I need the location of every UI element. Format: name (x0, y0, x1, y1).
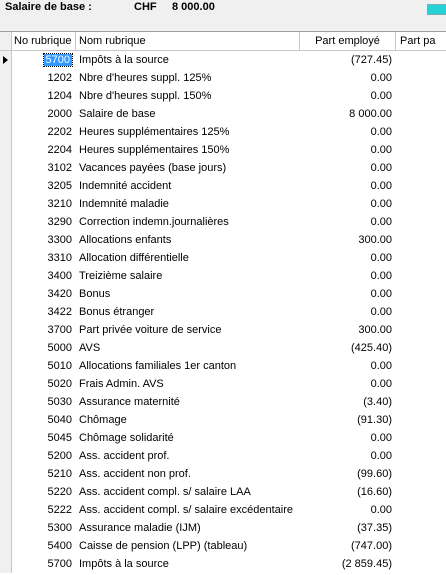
cell-no-rubrique-text: 3700 (47, 324, 72, 336)
column-header-no-rubrique[interactable]: No rubrique (12, 32, 76, 50)
table-row[interactable] (0, 447, 446, 465)
cell-no-rubrique-text: 3102 (47, 162, 72, 174)
cell-no-rubrique[interactable] (12, 537, 76, 555)
cell-no-rubrique[interactable] (12, 465, 76, 483)
color-indicator[interactable] (427, 4, 446, 15)
cell-part-patronale[interactable] (396, 411, 446, 429)
cell-no-rubrique[interactable] (12, 141, 76, 159)
row-indicator[interactable] (0, 105, 12, 123)
cell-part-patronale[interactable] (396, 87, 446, 105)
table-row[interactable] (0, 321, 446, 339)
row-indicator[interactable] (0, 465, 12, 483)
cell-nom-rubrique[interactable]: Heures supplémentaires 125% (79, 126, 230, 138)
row-indicator[interactable] (0, 51, 12, 69)
cell-no-rubrique[interactable] (12, 249, 76, 267)
cell-part-employe[interactable]: 0.00 (370, 252, 392, 264)
cell-no-rubrique-text: 5000 (47, 342, 72, 354)
cell-no-rubrique-text: 5222 (47, 504, 72, 516)
cell-no-rubrique[interactable] (12, 267, 76, 285)
cell-no-rubrique[interactable] (12, 213, 76, 231)
grid-rows (0, 51, 446, 573)
cell-nom-rubrique[interactable]: Allocations familiales 1er canton (79, 360, 237, 372)
cell-no-rubrique[interactable] (12, 123, 76, 141)
cell-nom-rubrique[interactable]: Indemnité maladie (79, 198, 169, 210)
table-row[interactable] (0, 501, 446, 519)
row-indicator[interactable] (0, 213, 12, 231)
table-row[interactable] (0, 123, 446, 141)
cell-no-rubrique[interactable] (12, 447, 76, 465)
cell-nom-rubrique[interactable]: Impôts à la source (79, 54, 169, 66)
row-indicator[interactable] (0, 249, 12, 267)
table-row[interactable] (0, 375, 446, 393)
row-indicator[interactable] (0, 321, 12, 339)
row-indicator[interactable] (0, 195, 12, 213)
cell-nom-rubrique[interactable]: Part privée voiture de service (79, 324, 222, 336)
row-indicator[interactable] (0, 357, 12, 375)
cell-no-rubrique[interactable] (12, 393, 76, 411)
cell-no-rubrique-text: 3205 (47, 180, 72, 192)
cell-no-rubrique-text: 3310 (47, 252, 72, 264)
table-row[interactable] (0, 483, 446, 501)
cell-part-patronale[interactable] (396, 483, 446, 501)
cell-nom-rubrique[interactable]: Frais Admin. AVS (79, 378, 164, 390)
cell-nom-rubrique[interactable]: Bonus étranger (79, 306, 155, 318)
row-indicator-header (0, 32, 12, 50)
table-row[interactable] (0, 537, 446, 555)
cell-no-rubrique[interactable] (12, 159, 76, 177)
table-row[interactable] (0, 411, 446, 429)
cell-part-employe[interactable]: (425.40) (351, 342, 392, 354)
cell-no-rubrique[interactable] (12, 519, 76, 537)
table-row[interactable] (0, 285, 446, 303)
cell-part-patronale[interactable] (396, 321, 446, 339)
cell-no-rubrique-text: 1204 (47, 90, 72, 102)
row-indicator[interactable] (0, 501, 12, 519)
row-indicator[interactable] (0, 123, 12, 141)
table-row[interactable] (0, 195, 446, 213)
cell-part-patronale[interactable] (396, 519, 446, 537)
cell-no-rubrique-text: 2202 (47, 126, 72, 138)
cell-part-employe[interactable]: 300.00 (358, 234, 392, 246)
row-indicator[interactable] (0, 69, 12, 87)
row-indicator[interactable] (0, 483, 12, 501)
cell-part-employe[interactable]: 0.00 (370, 90, 392, 102)
cell-part-patronale[interactable] (396, 195, 446, 213)
cell-part-employe[interactable]: 0.00 (370, 216, 392, 228)
cell-part-employe[interactable]: 8 000.00 (349, 108, 392, 120)
cell-part-patronale[interactable] (396, 267, 446, 285)
row-indicator[interactable] (0, 339, 12, 357)
cell-no-rubrique-text: 5300 (47, 522, 72, 534)
cell-no-rubrique-text: 5020 (47, 378, 72, 390)
cell-no-rubrique[interactable] (12, 105, 76, 123)
cell-part-patronale[interactable] (396, 339, 446, 357)
cell-no-rubrique-text: 3420 (47, 288, 72, 300)
cell-part-employe[interactable]: (16.60) (357, 486, 392, 498)
cell-part-employe[interactable]: (3.40) (363, 396, 392, 408)
row-indicator[interactable] (0, 285, 12, 303)
cell-no-rubrique-text: 5400 (47, 540, 72, 552)
cell-part-patronale[interactable] (396, 537, 446, 555)
cell-part-employe[interactable]: 0.00 (370, 378, 392, 390)
table-row[interactable] (0, 429, 446, 447)
grid-header (0, 32, 446, 51)
table-row[interactable] (0, 213, 446, 231)
cell-no-rubrique[interactable] (12, 375, 76, 393)
cell-no-rubrique-text: 5030 (47, 396, 72, 408)
cell-part-employe[interactable]: 0.00 (370, 450, 392, 462)
row-indicator[interactable] (0, 411, 12, 429)
salary-header (0, 0, 446, 20)
cell-part-employe[interactable]: 0.00 (370, 126, 392, 138)
table-row[interactable] (0, 555, 446, 573)
row-indicator[interactable] (0, 375, 12, 393)
cell-no-rubrique-text: 5220 (47, 486, 72, 498)
cell-no-rubrique[interactable] (12, 195, 76, 213)
cell-no-rubrique-text: 3210 (47, 198, 72, 210)
cell-nom-rubrique[interactable]: Indemnité accident (79, 180, 172, 192)
cell-no-rubrique[interactable] (12, 555, 76, 573)
cell-no-rubrique[interactable] (12, 69, 76, 87)
cell-part-patronale[interactable] (396, 51, 446, 69)
cell-no-rubrique[interactable] (12, 411, 76, 429)
cell-no-rubrique-text: 5010 (47, 360, 72, 372)
cell-part-employe[interactable]: (747.00) (351, 540, 392, 552)
row-indicator[interactable] (0, 537, 12, 555)
cell-nom-rubrique[interactable]: Nbre d'heures suppl. 150% (79, 90, 212, 102)
cell-part-patronale[interactable] (396, 213, 446, 231)
cell-part-patronale[interactable] (396, 303, 446, 321)
currency-label: CHF (134, 1, 157, 13)
cell-part-patronale[interactable] (396, 69, 446, 87)
cell-no-rubrique[interactable] (12, 429, 76, 447)
column-header-part-employe[interactable]: Part employé (300, 32, 396, 50)
cell-nom-rubrique[interactable]: Vacances payées (base jours) (79, 162, 227, 174)
cell-nom-rubrique[interactable]: Assurance maladie (IJM) (79, 522, 201, 534)
cell-part-employe[interactable]: (99.60) (357, 468, 392, 480)
table-row[interactable] (0, 105, 446, 123)
cell-nom-rubrique[interactable]: Heures supplémentaires 150% (79, 144, 230, 156)
row-indicator[interactable] (0, 429, 12, 447)
row-indicator[interactable] (0, 447, 12, 465)
cell-no-rubrique-text: 5210 (47, 468, 72, 480)
cell-part-patronale[interactable] (396, 285, 446, 303)
cell-part-employe[interactable]: 0.00 (370, 504, 392, 516)
table-row[interactable] (0, 519, 446, 537)
cell-no-rubrique-text: 3400 (47, 270, 72, 282)
table-row[interactable] (0, 231, 446, 249)
cell-part-patronale[interactable] (396, 141, 446, 159)
cell-nom-rubrique[interactable]: Allocation différentielle (79, 252, 189, 264)
table-row[interactable] (0, 339, 446, 357)
row-indicator[interactable] (0, 267, 12, 285)
cell-no-rubrique[interactable] (12, 285, 76, 303)
cell-nom-rubrique[interactable]: Bonus (79, 288, 111, 300)
cell-part-patronale[interactable] (396, 105, 446, 123)
table-row[interactable] (0, 267, 446, 285)
cell-part-patronale[interactable] (396, 357, 446, 375)
cell-no-rubrique[interactable] (12, 177, 76, 195)
cell-part-employe[interactable]: (91.30) (357, 414, 392, 426)
cell-no-rubrique-text: 3290 (47, 216, 72, 228)
column-header-part-patronale[interactable]: Part pa (400, 35, 436, 47)
cell-nom-rubrique[interactable]: Allocations enfants (79, 234, 172, 246)
cell-part-patronale[interactable] (396, 393, 446, 411)
cell-part-patronale[interactable] (396, 375, 446, 393)
cell-no-rubrique[interactable] (12, 51, 76, 69)
row-indicator[interactable] (0, 303, 12, 321)
base-salary-value: 8 000.00 (172, 1, 215, 13)
cell-no-rubrique-text: 5040 (47, 414, 72, 426)
cell-nom-rubrique[interactable]: Caisse de pension (LPP) (tableau) (79, 540, 248, 552)
cell-part-employe[interactable]: 0.00 (370, 198, 392, 210)
cell-part-employe[interactable]: (2 859.45) (341, 558, 392, 570)
table-row[interactable] (0, 141, 446, 159)
cell-no-rubrique-text: 2000 (47, 108, 72, 120)
cell-part-patronale[interactable] (396, 447, 446, 465)
cell-part-employe[interactable]: 0.00 (370, 144, 392, 156)
cell-nom-rubrique[interactable]: Chômage (79, 414, 127, 426)
cell-no-rubrique[interactable] (12, 303, 76, 321)
cell-part-employe[interactable]: 0.00 (370, 270, 392, 282)
cell-part-employe[interactable]: 0.00 (370, 432, 392, 444)
cell-no-rubrique-text: 1202 (47, 72, 72, 84)
cell-part-patronale[interactable] (396, 555, 446, 573)
cell-part-employe[interactable]: 0.00 (370, 72, 392, 84)
table-row[interactable] (0, 177, 446, 195)
cell-no-rubrique[interactable] (12, 501, 76, 519)
cell-no-rubrique[interactable] (12, 483, 76, 501)
cell-nom-rubrique[interactable]: Correction indemn.journalières (79, 216, 229, 228)
row-indicator[interactable] (0, 159, 12, 177)
cell-part-patronale[interactable] (396, 159, 446, 177)
salary-items-grid[interactable] (0, 31, 446, 575)
current-row-arrow-icon (3, 56, 8, 64)
cell-nom-rubrique[interactable]: Impôts à la source (79, 558, 169, 570)
cell-part-patronale[interactable] (396, 501, 446, 519)
cell-part-employe[interactable]: (37.35) (357, 522, 392, 534)
table-row[interactable] (0, 159, 446, 177)
cell-nom-rubrique[interactable]: Ass. accident non prof. (79, 468, 191, 480)
cell-nom-rubrique[interactable]: Chômage solidarité (79, 432, 174, 444)
cell-part-employe[interactable]: 0.00 (370, 288, 392, 300)
cell-part-employe[interactable]: (727.45) (351, 54, 392, 66)
row-indicator[interactable] (0, 519, 12, 537)
cell-part-patronale[interactable] (396, 123, 446, 141)
cell-no-rubrique[interactable] (12, 357, 76, 375)
cell-nom-rubrique[interactable]: Ass. accident compl. s/ salaire LAA (79, 486, 251, 498)
row-indicator[interactable] (0, 393, 12, 411)
cell-part-employe[interactable]: 300.00 (358, 324, 392, 336)
table-row[interactable] (0, 303, 446, 321)
row-indicator[interactable] (0, 231, 12, 249)
table-row[interactable] (0, 87, 446, 105)
column-header-nom-rubrique[interactable]: Nom rubrique (76, 32, 300, 50)
cell-part-patronale[interactable] (396, 231, 446, 249)
cell-no-rubrique[interactable] (12, 321, 76, 339)
cell-part-employe[interactable]: 0.00 (370, 162, 392, 174)
cell-no-rubrique-text: 5700 (45, 54, 70, 66)
base-salary-label: Salaire de base : (5, 1, 92, 13)
cell-no-rubrique-text: 5200 (47, 450, 72, 462)
cell-no-rubrique[interactable] (12, 339, 76, 357)
cell-part-employe[interactable]: 0.00 (370, 306, 392, 318)
cell-nom-rubrique[interactable]: Salaire de base (79, 108, 156, 120)
table-row[interactable] (0, 69, 446, 87)
cell-no-rubrique[interactable] (12, 231, 76, 249)
cell-part-employe[interactable]: 0.00 (370, 360, 392, 372)
cell-no-rubrique-text: 3300 (47, 234, 72, 246)
cell-part-patronale[interactable] (396, 249, 446, 267)
cell-part-employe[interactable]: 0.00 (370, 180, 392, 192)
row-indicator[interactable] (0, 177, 12, 195)
cell-nom-rubrique[interactable]: Nbre d'heures suppl. 125% (79, 72, 212, 84)
cell-nom-rubrique[interactable]: AVS (79, 342, 101, 354)
cell-part-patronale[interactable] (396, 429, 446, 447)
table-row[interactable] (0, 465, 446, 483)
table-row[interactable] (0, 357, 446, 375)
cell-part-patronale[interactable] (396, 177, 446, 195)
cell-no-rubrique-text: 5045 (47, 432, 72, 444)
cell-part-patronale[interactable] (396, 465, 446, 483)
cell-no-rubrique-text: 5700 (47, 558, 72, 570)
cell-nom-rubrique[interactable]: Assurance maternité (79, 396, 180, 408)
cell-no-rubrique-text: 2204 (47, 144, 72, 156)
row-indicator[interactable] (0, 141, 12, 159)
table-row[interactable] (0, 393, 446, 411)
cell-no-rubrique[interactable] (12, 87, 76, 105)
cell-nom-rubrique[interactable]: Treizième salaire (79, 270, 163, 282)
cell-nom-rubrique[interactable]: Ass. accident compl. s/ salaire excédentaire (79, 504, 293, 516)
table-row[interactable] (0, 51, 446, 69)
row-indicator[interactable] (0, 555, 12, 573)
cell-nom-rubrique[interactable]: Ass. accident prof. (79, 450, 170, 462)
cell-no-rubrique-text: 3422 (47, 306, 72, 318)
row-indicator[interactable] (0, 87, 12, 105)
table-row[interactable] (0, 249, 446, 267)
